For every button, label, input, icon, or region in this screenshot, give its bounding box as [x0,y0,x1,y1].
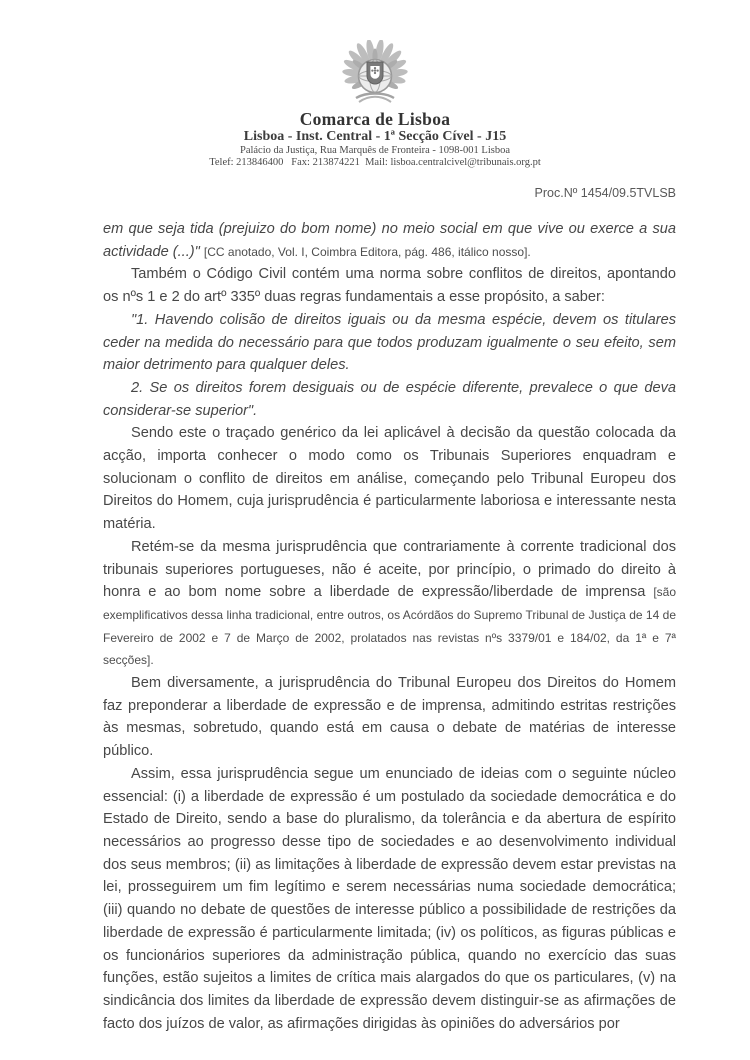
text-segment: em que seja tida (prejuizo do bom nome) no meio social em que vive ou exerce a sua actividade (...)" [103,221,676,260]
text-segment: 2. Se os direitos forem desiguais ou de espécie diferente, prevalece o que deva considerar-se superior". [103,379,676,419]
court-contact-line: Telef: 213846400 Fax: 213874221 Mail: lisboa.centralcivel@tribunais.org.pt [209,156,541,168]
paragraph [103,422,676,536]
text-segment: Também o Código Civil contém uma norma sobre conflitos de direitos, apontando os nºs 1 e 2 do artº 335º duas regras fundamentais a esse propósito, a saber: [103,266,676,306]
document-body [103,218,676,1035]
paragraph [103,263,676,308]
text-segment: Sendo este o traçado genérico da lei aplicável à decisão da questão colocada da acção, importa conhecer o modo como os Tribunais Superiores enquadram e solucionam o conflito de direitos em análise, começando pelo Tribunal Europeu dos Direitos do Homem, cuja jurisprudência é particularmente laboriosa e interessante nesta matéria. [103,425,676,533]
text-segment: Retém-se da mesma jurisprudência que contrariamente à corrente tradicional dos tribunais superiores portugueses, não é aceite, por princípio, o primado do direito à honra e ao bom nome sobre a liberdade de expressão/liberdade de imprensa [103,538,676,601]
paragraph [103,377,676,422]
court-name: Comarca de Lisboa [299,109,451,129]
process-number-row [0,184,750,202]
text-segment: Assim, essa jurisprudência segue um enunciado de ideias com o seguinte núcleo essencial: (i) a liberdade de expressão é um postulado da sociedade democrática e do Estado de Direito, sendo a base do pluralismo, da tolerância e da abertura de espírito necessários ao progresso desse tipo de sociedades e ao desenvolvimento individual dos seus membros; (ii) as limitações à liberdade de expressão devem estar previstas na lei, prosseguirem um fim legítimo e serem necessárias numa sociedade democrática; (iii) quando no debate de questões de interesse público a possibilidade de restrições da liberdade de expressão é particularmente limitada; (iv) os políticos, as figuras públicas e os funcionários superiores da administração pública, quando no exercício das suas funções, estão sujeitos a limites de crítica mais alargados do que os particulares, (v) na sindicância dos limites da liberdade de expressão devem distinguir-se as afirmações de facto dos juízos de valor, as afirmações dirigidas às opiniões do adversários por [103,765,676,1032]
text-segment: Bem diversamente, a jurisprudência do Tribunal Europeu dos Direitos do Homem faz preponderar a liberdade de expressão e de imprensa, admitindo estritas restrições às mesmas, sobretudo, quando está em causa o debate de matérias de interesse público. [103,675,676,760]
portuguese-coat-of-arms-icon [326,40,424,108]
paragraph [103,218,676,263]
letterhead [0,0,750,168]
paragraph [103,763,676,1035]
court-address-line: Palácio da Justiça, Rua Marquês de Fronteira - 1098-001 Lisboa [239,145,511,156]
paragraph [103,309,676,377]
process-number: Proc.Nº 1454/09.5TVLSB [534,186,676,200]
paragraph [103,536,676,672]
text-segment: [são exemplificativos dessa linha tradicional, entre outros, os Acórdãos do Supremo Tribunal de Justiça de 14 de Fevereiro de 2002 e 7 de Março de 2002, prolatados nas revistas nºs 3379/01 e 184/02, da 1ª e 7ª secções]. [103,585,676,668]
court-section-line: Lisboa - Inst. Central - 1ª Secção Cível - J15 [243,129,507,144]
paragraph [103,672,676,763]
text-segment: [CC anotado, Vol. I, Coimbra Editora, pág. 486, itálico nosso]. [203,244,531,259]
text-segment: "1. Havendo colisão de direitos iguais ou da mesma espécie, devem os titulares ceder na medida do necessário para que todos produzam igualmente o seu efeito, sem maior detrimento para qualquer deles. [103,311,676,374]
